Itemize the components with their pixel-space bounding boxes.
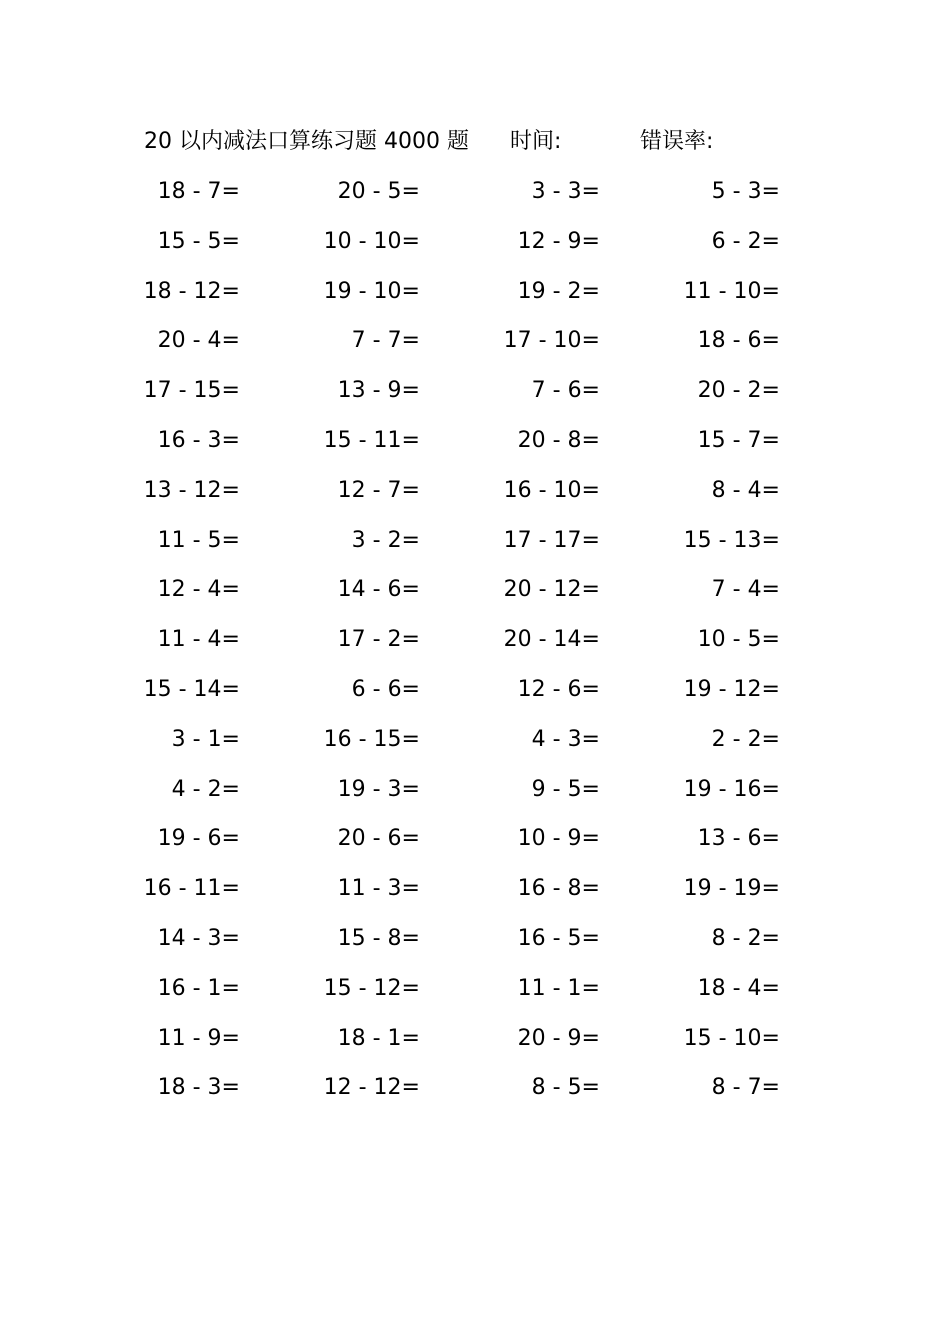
problem-cell: 11 - 4= — [157, 627, 240, 653]
problem-cell: 15 - 10= — [683, 1025, 780, 1051]
problem-cell: 6 - 2= — [711, 228, 780, 254]
problem-cell: 11 - 10= — [683, 278, 780, 304]
problem-cell: 10 - 10= — [323, 228, 420, 254]
problem-cell: 15 - 14= — [143, 676, 240, 702]
problem-row — [0, 421, 950, 471]
problem-cell: 17 - 2= — [337, 627, 420, 653]
problem-row — [0, 272, 950, 322]
problem-cell: 19 - 6= — [157, 826, 240, 852]
problem-cell: 19 - 19= — [683, 876, 780, 902]
problem-row — [0, 321, 950, 371]
problem-cell: 16 - 1= — [157, 975, 240, 1001]
problem-cell: 19 - 3= — [337, 776, 420, 802]
problem-cell: 6 - 6= — [351, 676, 420, 702]
problem-cell: 20 - 12= — [503, 577, 600, 603]
problem-cell: 11 - 9= — [157, 1025, 240, 1051]
problem-cell: 15 - 8= — [337, 925, 420, 951]
problem-cell: 16 - 11= — [143, 876, 240, 902]
problem-cell: 10 - 9= — [517, 826, 600, 852]
problem-row — [0, 720, 950, 770]
problem-row — [0, 869, 950, 919]
problem-row — [0, 819, 950, 869]
problem-cell: 18 - 12= — [143, 278, 240, 304]
problem-row — [0, 919, 950, 969]
problem-cell: 14 - 6= — [337, 577, 420, 603]
problem-cell: 16 - 15= — [323, 726, 420, 752]
problem-cell: 16 - 3= — [157, 427, 240, 453]
problem-cell: 4 - 2= — [171, 776, 240, 802]
problem-cell: 8 - 5= — [531, 1075, 600, 1101]
problem-cell: 15 - 12= — [323, 975, 420, 1001]
problem-row — [0, 620, 950, 670]
problem-cell: 16 - 8= — [517, 876, 600, 902]
problem-cell: 14 - 3= — [157, 925, 240, 951]
problem-cell: 8 - 7= — [711, 1075, 780, 1101]
problem-cell: 16 - 10= — [503, 477, 600, 503]
problem-row — [0, 770, 950, 820]
problem-cell: 4 - 3= — [531, 726, 600, 752]
problem-cell: 8 - 4= — [711, 477, 780, 503]
problem-cell: 10 - 5= — [697, 627, 780, 653]
problem-row — [0, 172, 950, 222]
problem-row — [0, 1019, 950, 1069]
problem-cell: 3 - 3= — [531, 179, 600, 204]
problem-cell: 18 - 7= — [157, 179, 240, 204]
problem-grid — [0, 172, 950, 1118]
problem-cell: 18 - 6= — [697, 328, 780, 354]
problem-row — [0, 471, 950, 521]
problem-cell: 19 - 10= — [323, 278, 420, 304]
problem-cell: 17 - 10= — [503, 328, 600, 354]
problem-cell: 9 - 5= — [531, 776, 600, 802]
problem-cell: 3 - 2= — [351, 527, 420, 553]
problem-cell: 2 - 2= — [711, 726, 780, 752]
problem-row — [0, 969, 950, 1019]
problem-cell: 12 - 9= — [517, 228, 600, 254]
problem-cell: 11 - 1= — [517, 975, 600, 1001]
problem-cell: 16 - 5= — [517, 925, 600, 951]
problem-cell: 18 - 4= — [697, 975, 780, 1001]
problem-row — [0, 222, 950, 272]
problem-cell: 19 - 16= — [683, 776, 780, 802]
problem-cell: 13 - 12= — [143, 477, 240, 503]
problem-cell: 12 - 12= — [323, 1075, 420, 1101]
problem-cell: 12 - 6= — [517, 676, 600, 702]
problem-row — [0, 371, 950, 421]
problem-cell: 15 - 7= — [697, 427, 780, 453]
problem-cell: 7 - 7= — [351, 328, 420, 354]
problem-cell: 18 - 3= — [157, 1075, 240, 1101]
problem-cell: 19 - 12= — [683, 676, 780, 702]
problem-row — [0, 570, 950, 620]
problem-cell: 15 - 13= — [683, 527, 780, 553]
problem-cell: 18 - 1= — [337, 1025, 420, 1051]
problem-cell: 20 - 14= — [503, 627, 600, 653]
problem-cell: 13 - 6= — [697, 826, 780, 852]
problem-cell: 17 - 17= — [503, 527, 600, 553]
problem-cell: 15 - 11= — [323, 427, 420, 453]
problem-cell: 12 - 7= — [337, 477, 420, 503]
problem-cell: 19 - 2= — [517, 278, 600, 304]
problem-cell: 15 - 5= — [157, 228, 240, 254]
problem-cell: 11 - 5= — [157, 527, 240, 553]
problem-cell: 13 - 9= — [337, 378, 420, 404]
problem-row — [0, 521, 950, 571]
problem-row — [0, 1068, 950, 1118]
problem-cell: 20 - 9= — [517, 1025, 600, 1051]
problem-cell: 20 - 2= — [697, 378, 780, 404]
problem-cell: 20 - 8= — [517, 427, 600, 453]
problem-cell: 5 - 3= — [711, 179, 780, 204]
problem-cell: 8 - 2= — [711, 925, 780, 951]
problem-cell: 12 - 4= — [157, 577, 240, 603]
problem-cell: 3 - 1= — [171, 726, 240, 752]
problem-cell: 7 - 6= — [531, 378, 600, 404]
problem-cell: 20 - 6= — [337, 826, 420, 852]
problem-cell: 20 - 5= — [337, 179, 420, 204]
time-label: 时间: — [510, 129, 562, 154]
problem-row — [0, 670, 950, 720]
problem-cell: 7 - 4= — [711, 577, 780, 603]
problem-cell: 17 - 15= — [143, 378, 240, 404]
error-rate-label: 错误率: — [640, 129, 714, 154]
problem-cell: 11 - 3= — [337, 876, 420, 902]
page-title: 20 以内减法口算练习题 4000 题 — [144, 129, 469, 154]
problem-cell: 20 - 4= — [157, 328, 240, 354]
